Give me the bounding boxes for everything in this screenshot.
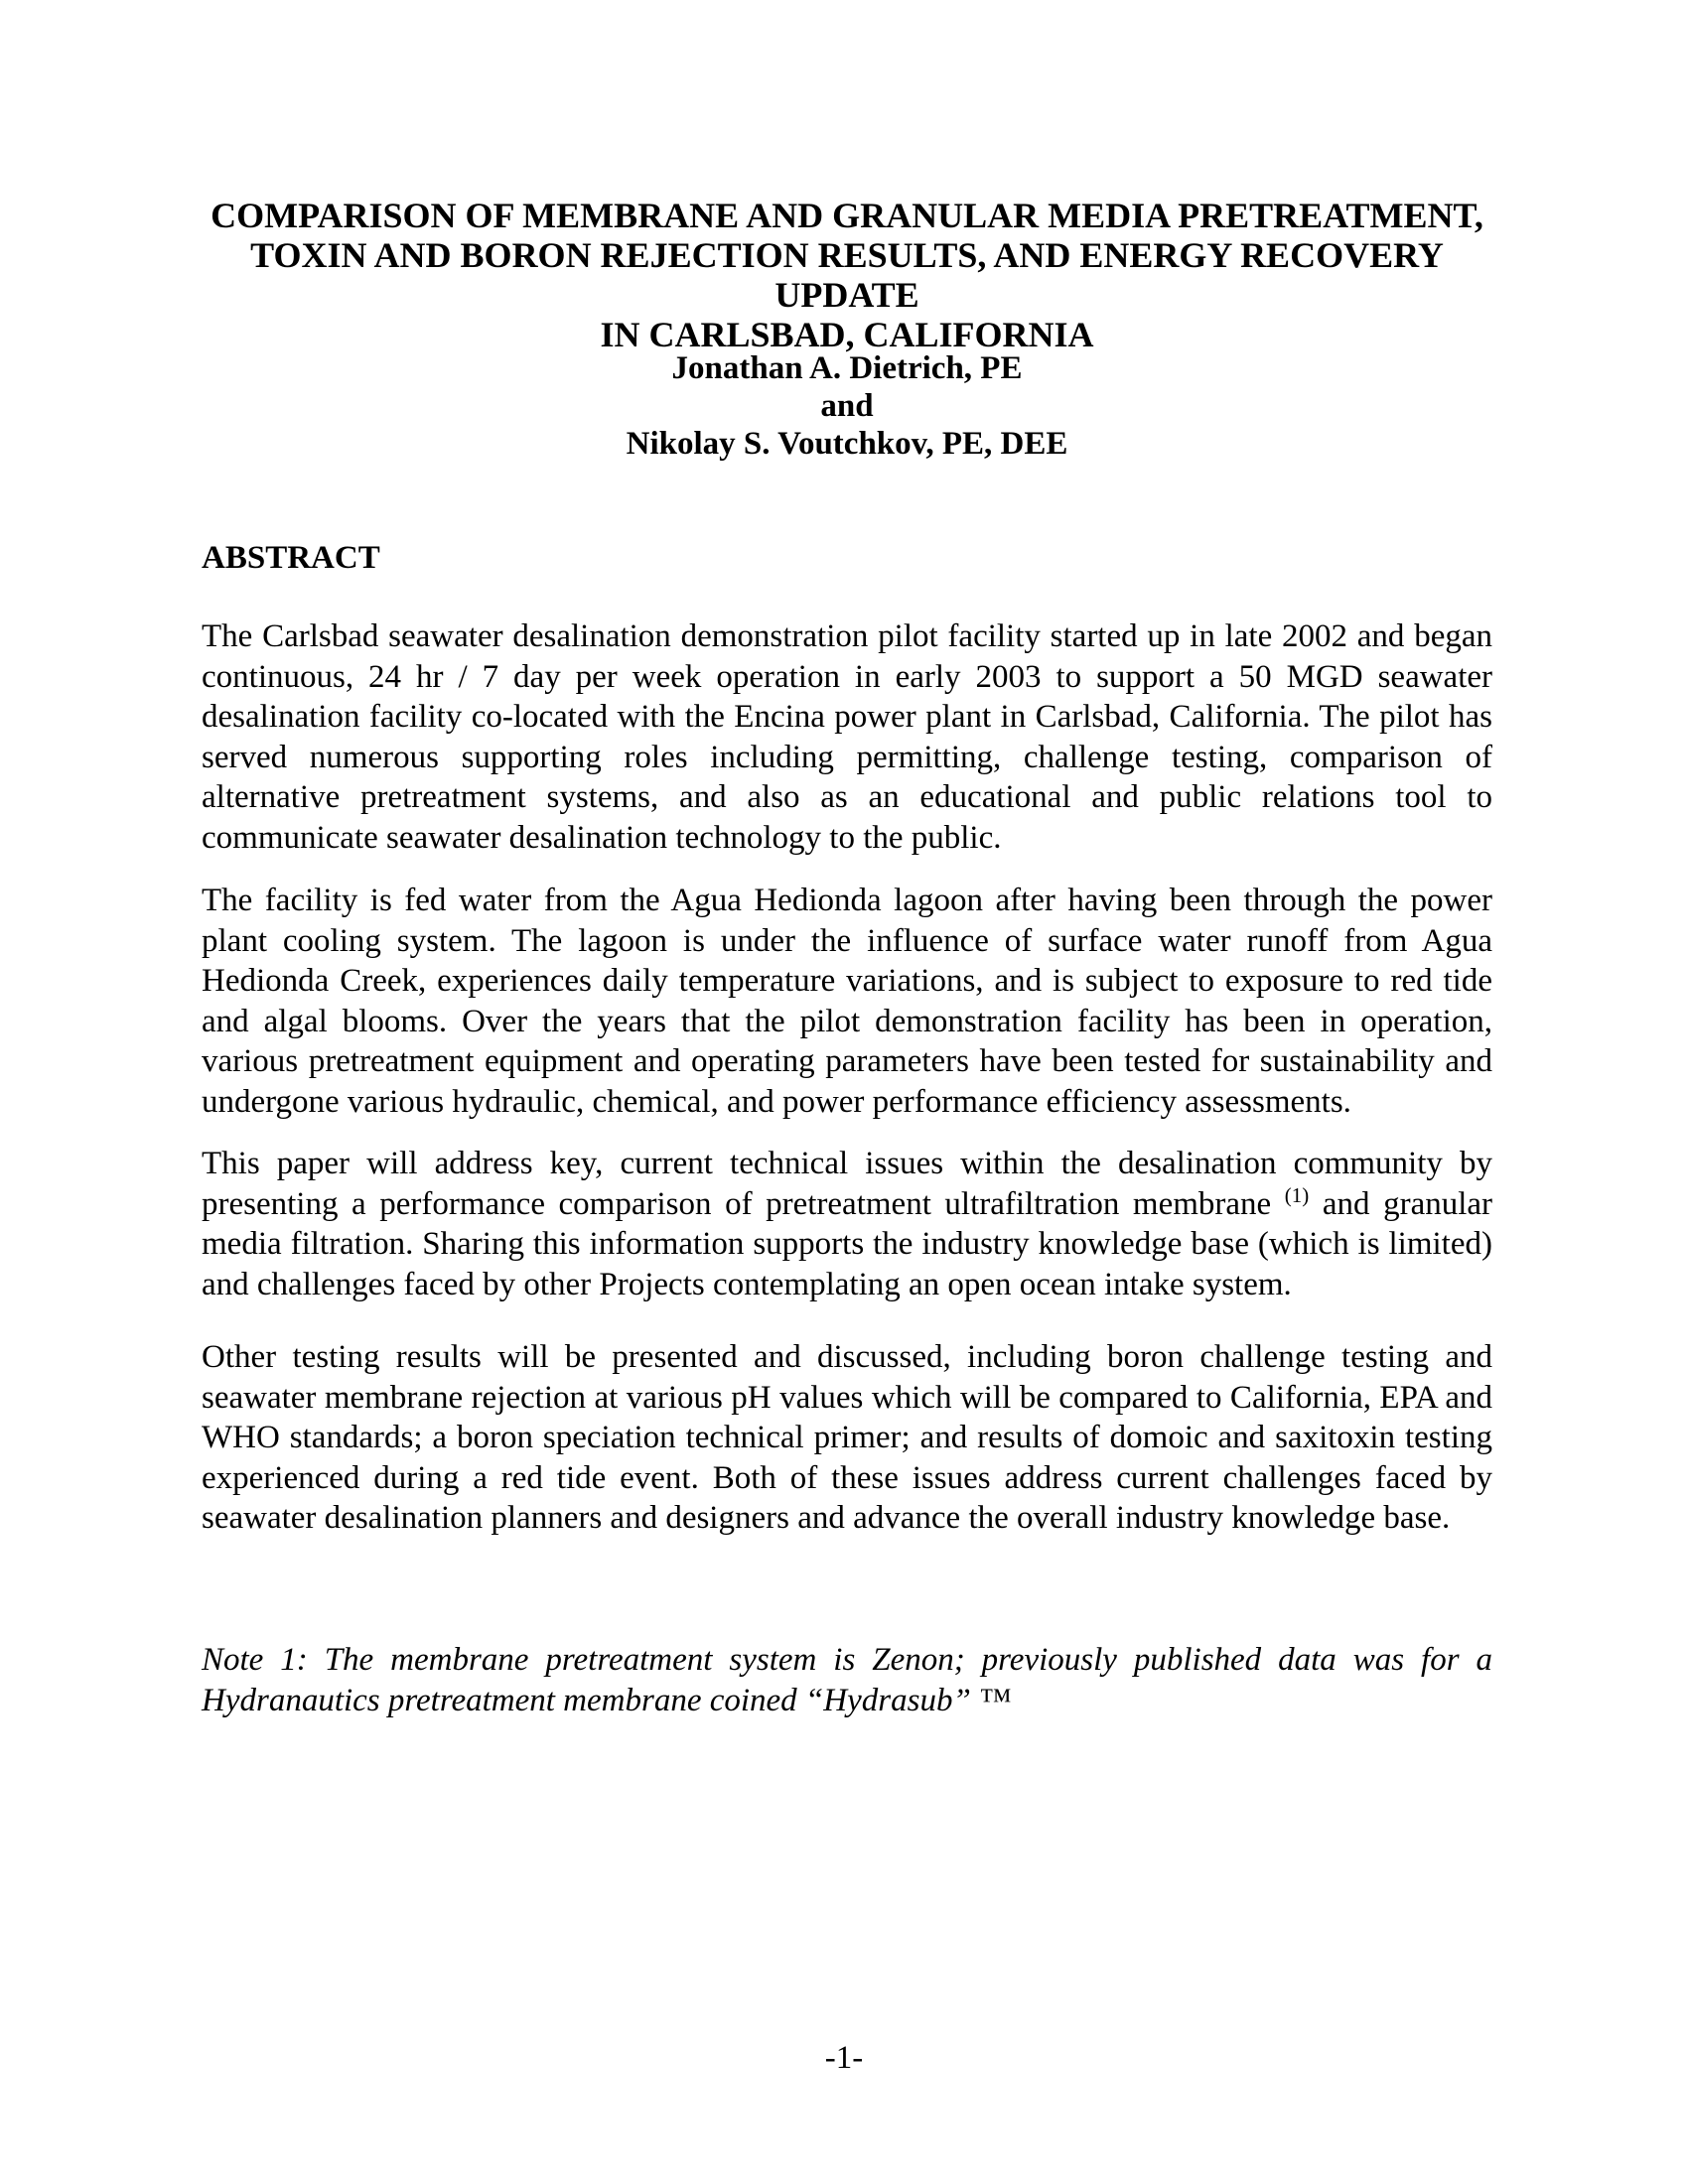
paragraph-3-text-before-superscript: This paper will address key, current technical issues within the desalination community by presenting a performance comparison of pretreatment ultrafiltration membrane	[202, 1146, 1492, 1222]
abstract-heading: ABSTRACT	[202, 540, 380, 576]
author-name-1: Jonathan A. Dietrich, PE	[671, 350, 1023, 386]
abstract-paragraph-1: The Carlsbad seawater desalination demonstration pilot facility started up in late 2002 and began continuous, 24 hr / 7 day per week operation in early 2003 to support a 50 MGD seawater desalination facility co-located with the Encina power plant in Carlsbad, California. The pilot has served numerous supporting roles including permitting, challenge testing, comparison of alternative pretreatment systems, and also as an educational and public relations tool to communicate seawater desalination technology to the public.	[202, 618, 1492, 856]
abstract-paragraph-3	[202, 1144, 1492, 1304]
author-block	[202, 349, 1492, 463]
paper-title	[202, 196, 1492, 354]
author-name-2: Nikolay S. Voutchkov, PE, DEE	[626, 426, 1068, 462]
footnote-text: Note 1: The membrane pretreatment system is Zenon; previously published data was for a Hydranautics pretreatment membrane coined “Hydrasub” ™	[202, 1642, 1492, 1718]
page-number: -1-	[824, 2040, 864, 2076]
author-connector: and	[820, 388, 874, 424]
footnote-reference-superscript: (1)	[1284, 1182, 1310, 1207]
abstract-paragraph-2: The facility is fed water from the Agua Hedionda lagoon after having been through the power plant cooling system. The lagoon is under the influence of surface water runoff from Agua Hedionda Creek, experiences daily temperature variations, and is subject to exposure to red tide and algal blooms. Over the years that the pilot demonstration facility has been in operation, various pretreatment equipment and operating parameters have been tested for sustainability and undergone various hydraulic, chemical, and power performance efficiency assessments.	[202, 883, 1492, 1120]
abstract-paragraph-4: Other testing results will be presented and discussed, including boron challenge testing and seawater membrane rejection at various pH values which will be compared to California, EPA and WHO standards; a boron speciation technical primer; and results of domoic and saxitoxin testing experienced during a red tide event. Both of these issues address current challenges faced by seawater desalination planners and designers and advance the overall industry knowledge base.	[202, 1339, 1492, 1536]
paragraph-3-text-after-superscript: and granular media filtration. Sharing this information supports the industry knowledge base (which is limited) and challenges faced by other Projects contemplating an open ocean intake system.	[202, 1185, 1493, 1302]
paper-title-line-1: COMPARISON OF MEMBRANE AND GRANULAR MEDIA PRETREATMENT,	[211, 196, 1483, 235]
paper-title-line-3: IN CARLSBAD, CALIFORNIA	[600, 315, 1094, 354]
paper-title-line-2: TOXIN AND BORON REJECTION RESULTS, AND ENERGY RECOVERY UPDATE	[250, 235, 1444, 315]
